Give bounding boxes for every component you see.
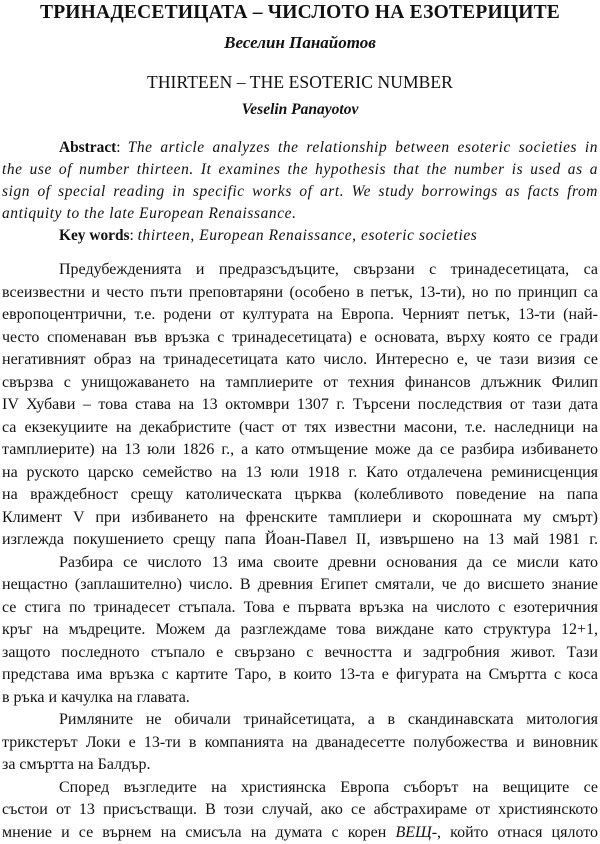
abstract-line: sign of special reading in specific works of art. We study borrowings as facts from bbox=[2, 183, 598, 200]
paragraph-line: на враждебност срещу католическата църква (колебливото поведение на папа bbox=[2, 486, 598, 503]
paragraph-line: Климент V при избиването на френските тамплиери и скорошната му смърт) bbox=[2, 508, 598, 526]
paragraph-line: изглежда покушението срещу папа Йоан-Павел II, извършено на 13 май 1981 г. bbox=[2, 531, 598, 548]
paragraph-line: Разбира се числото 13 има своите древни основания да се мисли като bbox=[59, 553, 598, 571]
paragraph-line: Предубежденията и предразсъдъците, свързани с тринадесетицата, са bbox=[59, 261, 598, 278]
paragraph-line: представа има връзка с картите Таро, в които 13-та е фигурата на Смъртта с коса bbox=[2, 666, 598, 683]
abstract-line: Abstract: The article analyzes the relationship between esoteric societies in bbox=[59, 139, 598, 156]
paragraph-line: негативният образ на тринадесетицата като число. Интересно е, че тази визия се bbox=[2, 351, 598, 368]
keywords-label: Key words bbox=[59, 227, 130, 244]
paragraph-line: IV Хубави – това става на 13 октомври 1307 г. Търсени последствия от тази дата bbox=[2, 396, 598, 413]
paragraph-line: тамплиерите) на 13 юли 1826 г., а като отмъщение може да се разбира избиването bbox=[2, 441, 598, 458]
author-english: Veselin Panayotov bbox=[241, 101, 359, 118]
paragraph-line: са екзекуциите на декабристите (част от тях известни масони, т.е. наследници на bbox=[2, 418, 598, 436]
paragraph-line: нещастно (заплашително) число. В древния Египет смятали, че до висшето знание bbox=[2, 576, 598, 593]
emphasized-root: ВЕЩ- bbox=[395, 823, 438, 841]
paragraph-line: кръг на мъдреците. Можем да разглеждаме това виждане като структура 12+1, bbox=[2, 621, 598, 638]
author-bulgarian: Веселин Панайотов bbox=[224, 33, 376, 52]
paragraph-line: всеизвестни и често пъти преповтаряни (особено в петък, 13-ти), но по принцип са bbox=[2, 283, 598, 301]
paragraph-line: защото последното стъпало е свързано с вечността и задгробния живот. Тази bbox=[2, 643, 598, 661]
keywords-value: thirteen, European Renaissance, esoteric societies bbox=[137, 227, 478, 244]
paragraph-line: в ръка и качулка на главата. bbox=[2, 688, 190, 706]
title-bulgarian: ТРИНАДЕСЕТИЦАТА – ЧИСЛОТО НА ЕЗОТЕРИЦИТЕ bbox=[39, 2, 560, 23]
paragraph-line: за смъртта на Балдър. bbox=[2, 756, 151, 773]
abstract-line: antiquity to the late European Renaissance. bbox=[2, 205, 297, 222]
paragraph-line: мнение и се върнем на смисъла на думата с корен ВЕЩ-, който отнася цялото bbox=[2, 823, 598, 841]
paragraph-line: се стига по тринадесет стъпала. Това е първата връзка на числото с езотеричния bbox=[2, 598, 598, 616]
paragraph-line: Римляните не обичали тринайсетицата, а в скандинавската митология bbox=[59, 711, 598, 728]
paragraph-line: Според възгледите на християнска Европа съборът на вещиците се bbox=[59, 778, 598, 796]
paragraph-line: трикстерът Локи е 13-ти в компанията на дванадесетте полубожества и виновник bbox=[2, 733, 598, 751]
keywords-line: Key words: thirteen, European Renaissance, esoteric societies bbox=[59, 227, 478, 244]
paragraph-line: свързва с унищожаването на тамплиерите от техния финансов длъжник Филип bbox=[2, 373, 598, 391]
abstract-label: Abstract bbox=[59, 139, 117, 156]
paragraph-line: често споменаван във връзка с тринадесетицата) е основата, върху която се гради bbox=[2, 328, 598, 346]
abstract-line: the use of number thirteen. It examines the hypothesis that the number is used as a bbox=[2, 161, 598, 178]
paragraph-line: състои от 13 присъстващи. В този случай, ако се абстрахираме от християнското bbox=[2, 801, 598, 818]
title-english: THIRTEEN – THE ESOTERIC NUMBER bbox=[147, 72, 453, 92]
paragraph-line: на руското царско семейство на 13 юли 1918 г. Като отдалечена реминисценция bbox=[2, 463, 598, 481]
paragraph-line: европоцентрични, т.е. родени от културата на Европа. Черният петък, 13-ти (най- bbox=[2, 306, 598, 323]
